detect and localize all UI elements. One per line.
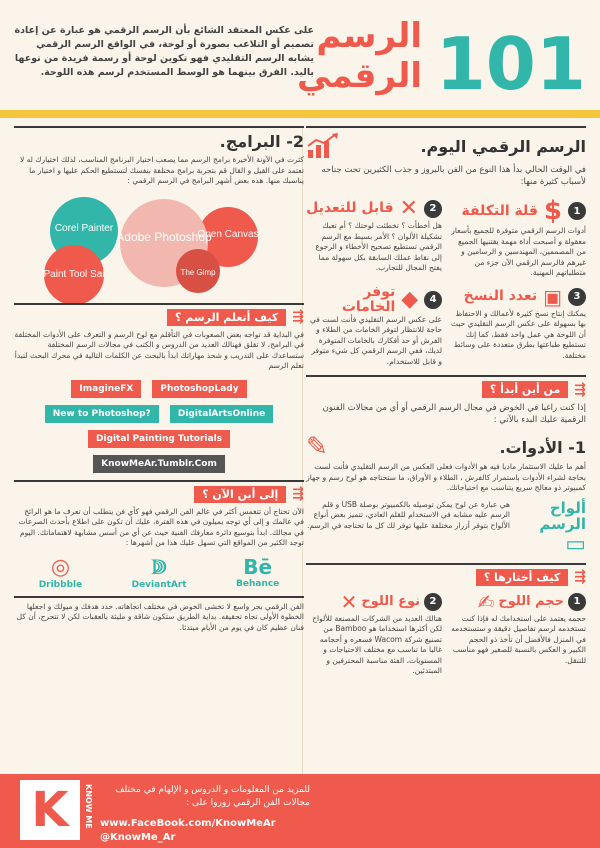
reason-card [306, 196, 442, 279]
program-opencanvas: Open Canvas [197, 228, 259, 240]
deviantart-icon: ↇ [151, 554, 168, 580]
reason-title: توفر الخامات [341, 283, 396, 315]
tag-new-to-photoshop[interactable]: New to Photoshop? [45, 405, 159, 423]
choice-number: 1 [568, 593, 586, 611]
next-text: الآن تحتاج أن تتغمس أكثر في عالم الفن الرقمي فهو كأي فن يتطلب أن تعرف ما هو الرائج في عالمك و إلى أي توجه يميلون في هذه الفترة، عليك أن تكون على اطلاع بأحدث الصرعات في مجالك. ابدأ بتوسيع دائرة معارفك الفنية حيث عن أي من أسس مشابهة لاهتماماتك. اليوم توجد الكثير من المواقع التي تسهل عليك هذا من أشهرها : [18, 506, 304, 547]
reason-number: 1 [568, 202, 586, 220]
intro-text: على عكس المعتقد الشائع بأن الرسم الرقمي هو عبارة عن إعادة تصميم أو التلاعب بصورة أو لوحة، في الواقع الرسم الرقمي يشابه الرسم التقليدي فهو تكوين لوحة أو رسمة فريدة من نوعها باليد. الفرق بينهما هو الوسط المستخدم لرسم هذه اللوحة. [14, 25, 314, 78]
site-behance[interactable] [236, 555, 279, 590]
tools-icon: ✕ [399, 196, 418, 221]
tag-digitalartsonline[interactable]: DigitalArtsOnline [170, 405, 273, 423]
rule [14, 480, 304, 482]
program-gimp: The Gimp [180, 267, 216, 277]
pencil-ruler-icon: ✎ [306, 432, 328, 462]
reason-text: هل أخطأت ؟ تخطئت لوحتك ؟ أم تعبك تشكيلة الألوان ؟ الأمر بسيط مع الرسم الرقمي تستطيع تصحيح الأخطاء و الرجوع إلى نقاط عملك السابقة بكل سهولة مما يفتح المجال للتجارب. [315, 221, 442, 272]
size-title: حجم اللوح [498, 593, 564, 609]
rule [306, 126, 586, 128]
reason-number: 2 [424, 200, 442, 218]
program-photoshop: Adobe Photoshop [116, 229, 212, 244]
diamond-icon: ◆ [401, 287, 419, 312]
tablet-text: هي عبارة عن لوح يمكن توصيله بالكمبيوتر بوصلة USB و قلم الرسم عليه مشابه في الاستخدام للقلم العادي، تتميز بعض أنواع الألواح بتوفر أزرار مختلفة عليها توفر لك كل ما تحتاجه في الرسم. [306, 499, 510, 530]
reason-text: على عكس الرسم التقليدي فأنت لست في حاجة للانتظار لتوفر الخامات من الطلاء و الفرش أو حد أفكارك بالخامات المتوفرة لديك، ففي الرسم الرقمي كل شيء متوفر و قابل للاستخدام. [310, 314, 442, 366]
search-tags [14, 376, 304, 476]
reason-card [450, 196, 586, 279]
tools-icon: ✕ [340, 589, 358, 614]
tag-imaginefx[interactable]: ImagineFX [71, 380, 141, 398]
site-label: Behance [236, 578, 280, 589]
dribbble-icon: ◎ [50, 554, 71, 580]
reason-text: يمكنك إنتاج نسخ كثيرة لأعمالك و الاحتفاظ بها بسهولة على عكس الرسم التقليدي حيث أن اللوحة هي عمل واحد فقط، كما إنك تستطيع طباعتها بطرق متعددة على وسائط مختلفة. [451, 308, 586, 360]
tablet-pen-icon: ✍ [477, 589, 495, 614]
footer-text: للمزيد من المعلومات و الدروس و الإلهام في مختلف مجالات الفن الرقمي زوروا على : [115, 785, 310, 808]
rule [14, 303, 304, 305]
reason-title: قابل للتعديل [306, 200, 394, 216]
programs-text: كثرت في الآونة الأخيرة برامج الرسم مما يصعب اختيار البرنامج المناسب، لذلك اختيارك له لا تعتمد على القيل و القال قم بتجربة برامج مختلفة بنفسك لتستطيع الحكم عليها و اختيار ما يناسبك منها. هذه بعض أشهر البرامج في الرسم الرقمي : [19, 155, 304, 185]
choose-title: كيف أختارها ؟ [476, 569, 568, 586]
choice-card [306, 590, 442, 677]
programs-title: 2- البرامج. [219, 132, 304, 151]
header-divider [0, 110, 600, 118]
tools-text: أهم ما عليك الاستثمار ماديا فيه هو الأدوات فعلى العكس من الرسم التقليدي فأنت لست بحاجة لشراء الأدوات باستمرار كالفرش ، الطلاء و الأوراق، ما ستحتاجه هو لوح رسم و جهاز كمبيوتر ذو معالج سريع يتناسب مع احتياجاتك. [306, 462, 586, 492]
dollar-icon: $ [543, 196, 562, 226]
learn-text: في البداية قد تواجه بعض الصعوبات في التأقلم مع لوح الرسم و التعرف على الأدوات المختلفة في البرامج، لا تقلق فهنالك العديد من الدروس و الكتب في مجالات الرسم المختلفة ستساعدك على التدريب و شحذ مهاراتك ابدأ بالبحث عن الكلمات التالية في محرك البحث لتبدأ تعلم الرسم [14, 329, 304, 370]
today-text: في الوقت الحالي بدأ هذا النوع من الفن بالبروز و جذب الكثيرين تحت جناحه لأسباب كثيرة منها: [321, 165, 586, 187]
tools-title: 1- الأدوات. [499, 437, 586, 457]
program-sai: Paint Tool Sai [43, 268, 105, 280]
type-title: نوع اللوح [361, 593, 420, 609]
behance-icon: Bē [243, 554, 273, 579]
reason-card [306, 285, 442, 368]
tag-digital-painting[interactable]: Digital Painting Tutorials [88, 430, 230, 448]
choice-card [450, 590, 586, 677]
images-icon: ▣ [543, 284, 562, 309]
right-column [306, 126, 586, 677]
tablet-title: ألواح الرسم [539, 498, 586, 533]
next-title: إلى أين الآن ؟ [194, 486, 286, 503]
growth-chart-icon [306, 132, 340, 160]
community-sites [14, 555, 304, 590]
knowme-logo: K [20, 780, 80, 840]
twitter-link[interactable]: @KnowMe_Ar [100, 832, 176, 843]
site-label: DeviantArt [131, 579, 187, 590]
where-title: من أين أبدأ ؟ [482, 381, 568, 398]
choice-number: 2 [424, 593, 442, 611]
signpost-icon: ⇶ [292, 486, 304, 502]
reason-text: أدوات الرسم الرقمي متوفرة للجميع بأسعار معقولة و أصبحت أداة مهمة يقتنيها الجميع من المصممين، المهندسين و الرسامين و غيرهم فالرسم الرقمي الآن جزء من متطلباتهم المهنية. [451, 226, 586, 277]
signpost-icon: ⇶ [574, 381, 586, 398]
title-word-2: الرقمي [296, 56, 422, 96]
reason-number: 4 [424, 291, 442, 309]
signpost-icon: ⇶ [292, 309, 304, 325]
site-dribbble[interactable] [39, 555, 83, 590]
rule [14, 126, 304, 128]
closing-text: الفن الرقمي بحر واسع لا تخشى الخوض في مختلف اتجاهاته. حدد هدفك و ميولك و اجعلها الخطوة الأولى تجاه تحقيقه. بداية الطريق ستكون شاقة و مليئة بالعقبات لكن لا تتحرج، أن كل فنان عظيم كان في يوم من الأيام مبتدئا. [16, 601, 304, 632]
title-word-1: الرسم [316, 16, 422, 56]
tag-photoshoplady[interactable]: PhotoshopLady [152, 380, 246, 398]
learn-title: كيف أتعلم الرسم ؟ [167, 309, 286, 326]
reason-title: تعدد النسخ [463, 288, 538, 304]
rule [14, 596, 304, 598]
type-text: هنالك العديد من الشركات المصنعة للألواح لكن أكثرها استخداما هو Bamboo من تصنيع شركة Wacom فسعره و أحجامه غالبا ما تناسب مع مختلف الاحتياجات و المستويات، الفئة مناسبة المحترفين و المبتدئين. [312, 613, 442, 675]
footer [0, 774, 600, 848]
tag-knowmear[interactable]: KnowMeAr.Tumblr.Com [93, 455, 225, 473]
programs-bubbles [14, 187, 304, 303]
today-title: الرسم الرقمي اليوم. [420, 136, 586, 156]
facebook-link[interactable]: www.FaceBook.com/KnowMeAr [100, 818, 276, 829]
tablet-icon: ▭ [565, 531, 586, 557]
site-deviantart[interactable] [132, 555, 187, 590]
reason-card [450, 285, 586, 368]
signpost-icon: ⇶ [574, 569, 586, 585]
title-number: 101 [435, 22, 586, 106]
reason-title: قلة التكلفة [461, 202, 538, 219]
where-text: إذا كنت راغبا في الخوض في مجال الرسم الرقمي أو أي من مجالات الفنون الرقمية عليك البدء بالآتي : [322, 403, 586, 425]
program-corel: Corel Painter [54, 222, 114, 234]
rule [306, 563, 586, 565]
site-label: Dribbble [38, 579, 83, 590]
size-text: حجمه يعتمد على استخدامك له فإذا كنت تستخدمه لرسم تفاصيل دقيقة و ستستخدمه في المنزل فالأفضل أن تأخذ ذو الحجم الكبير و العكس بالنسبة للصغير فهو مناسب للتنقل. [451, 613, 586, 665]
header [0, 0, 600, 118]
logo-label: KNOW ME [84, 784, 93, 829]
left-column [14, 126, 304, 633]
reason-number: 3 [568, 288, 586, 306]
rule [306, 375, 586, 377]
